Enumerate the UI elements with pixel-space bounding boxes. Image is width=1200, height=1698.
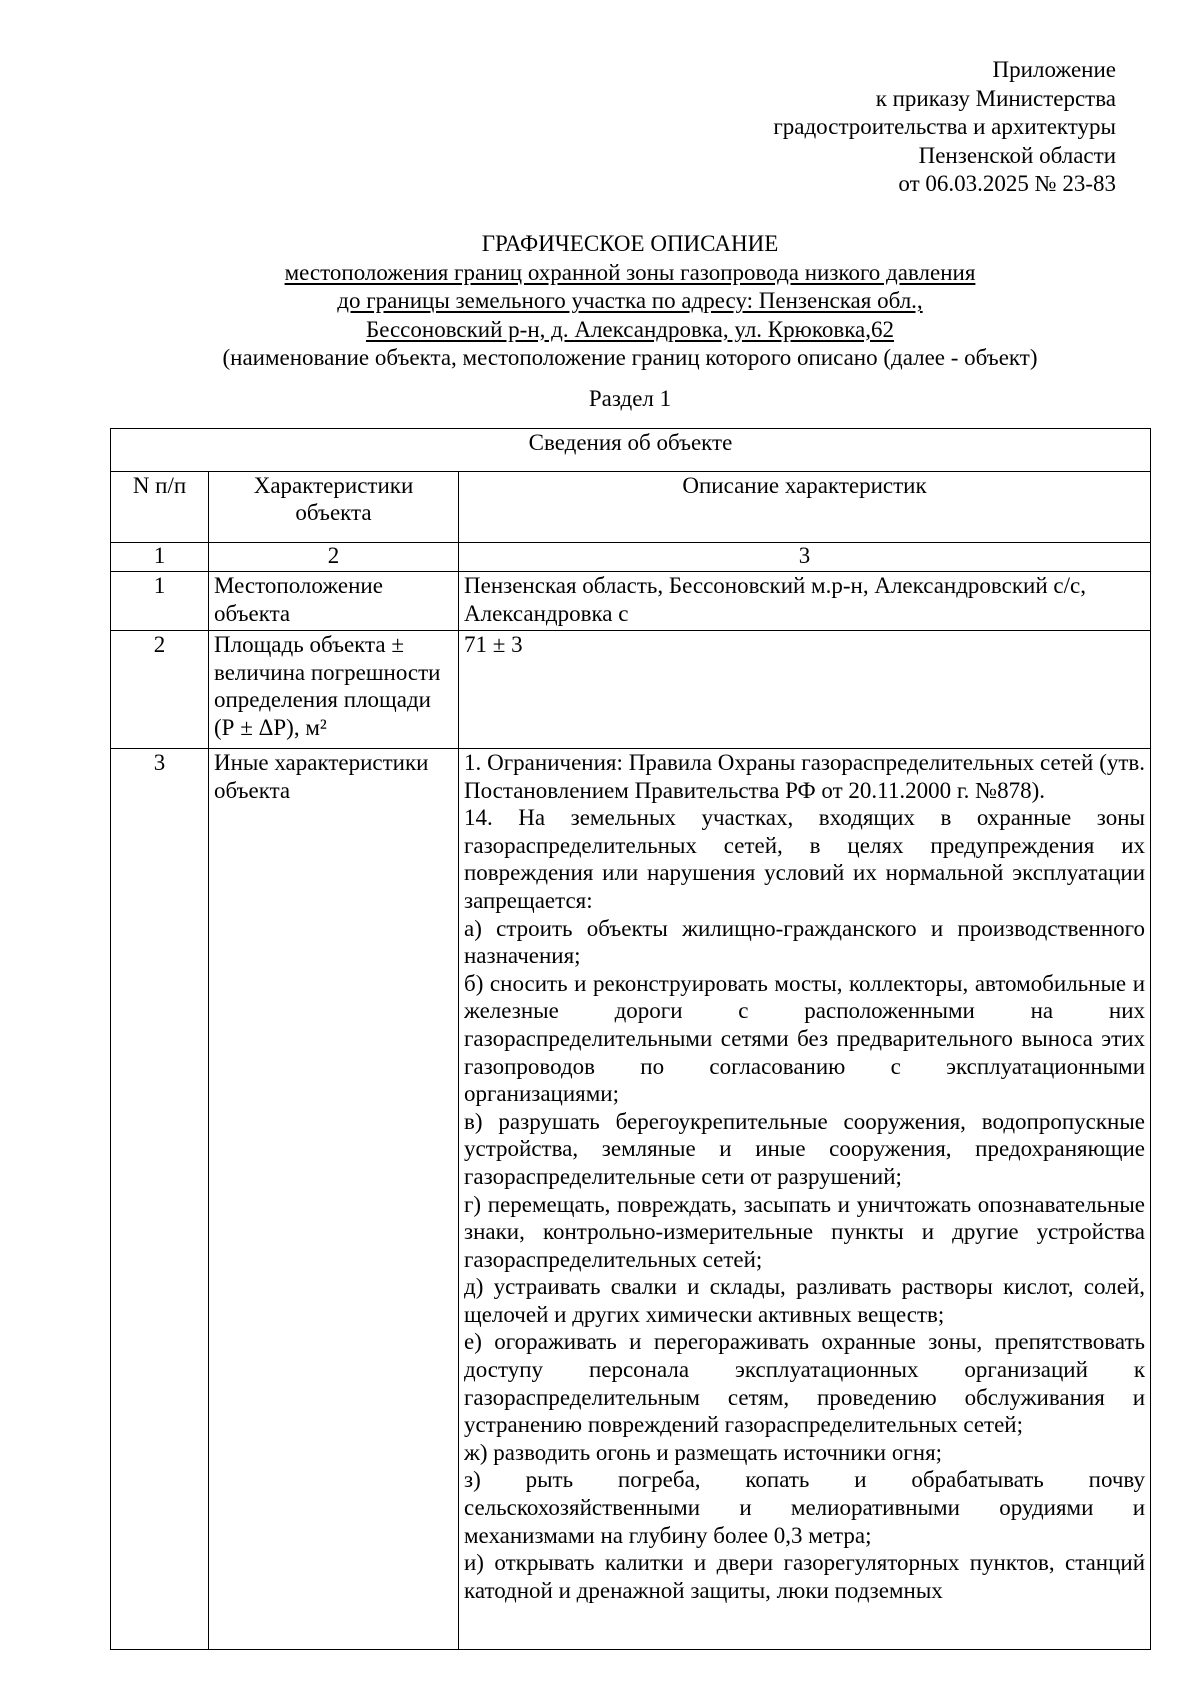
title-heading: ГРАФИЧЕСКОЕ ОПИСАНИЕ — [481, 231, 779, 256]
section-label: Раздел 1 — [588, 386, 672, 411]
document-title — [110, 230, 1150, 373]
row-number: 1 — [111, 572, 209, 631]
row-description: 71 ± 3 — [459, 631, 1151, 749]
title-object-line: Бессоновский р-н, д. Александровка, ул. Крюковка,62 — [365, 316, 894, 342]
title-caption: (наименование объекта, местоположение границ которого описано (далее - объект) — [222, 345, 1038, 370]
restriction-paragraph: 14. На земельных участках, входящих в охранные зоны газораспределительных сетей, в целях предупреждения их повреждения или нарушения условий их нормальной эксплуатации запрещается: — [464, 805, 1146, 913]
header-cell: Характеристики объекта — [209, 472, 459, 543]
appendix-line: Приложение — [992, 57, 1116, 82]
row-number: 3 — [111, 749, 209, 1650]
title-object-line: до границы земельного участка по адресу: Пензенская обл., — [337, 288, 923, 313]
row-description — [459, 749, 1151, 1650]
appendix-line: к приказу Министерства — [875, 85, 1116, 111]
header-cell: Описание характеристик — [459, 472, 1151, 543]
restriction-paragraph: б) сносить и реконструировать мосты, коллекторы, автомобильные и железные дороги с расположенными на них газораспределительными сетями без предварительного выноса этих газопроводов по согласованию с эксплуатационными организациями; — [464, 970, 1146, 1107]
column-number-row — [111, 543, 1151, 572]
restriction-paragraph: г) перемещать, повреждать, засыпать и уничтожать опознавательные знаки, контрольно-измерительные пункты и другие устройства газораспределительных сетей; — [464, 1191, 1146, 1272]
row-characteristic: Иные характеристики объекта — [209, 749, 459, 1650]
appendix-line: градостроительства и архитектуры — [773, 114, 1116, 139]
table-header-row — [111, 472, 1151, 543]
header-cell: N п/п — [111, 472, 209, 543]
appendix-line: от 06.03.2025 № 23-83 — [898, 171, 1116, 196]
table-caption-row — [111, 429, 1151, 472]
restriction-paragraph: з) рыть погреба, копать и обрабатывать почву сельскохозяйственными и мелиоративными орудиями и механизмами на глубину более 0,3 метра; — [464, 1467, 1146, 1548]
restriction-paragraph: в) разрушать берегоукрепительные сооружения, водопропускные устройства, земляные и иные сооружения, предохраняющие газораспределительные сети от разрушений; — [464, 1108, 1146, 1189]
restrictions-text — [464, 749, 1145, 1649]
row-characteristic: Площадь объекта ± величина погрешности определения площади (Р ± ΔР), м² — [209, 631, 459, 749]
restriction-paragraph: а) строить объекты жилищно-гражданского и производственного назначения; — [464, 915, 1146, 969]
appendix-line: Пензенской области — [918, 142, 1116, 168]
column-number: 1 — [111, 543, 209, 572]
column-number: 3 — [459, 543, 1151, 572]
title-object-line: местоположения границ охранной зоны газопровода низкого давления — [284, 259, 976, 285]
restriction-paragraph: д) устраивать свалки и склады, разливать растворы кислот, солей, щелочей и других химически активных веществ; — [464, 1274, 1146, 1327]
appendix-header — [616, 56, 1116, 199]
object-info-table — [110, 428, 1151, 1650]
restriction-paragraph: 1. Ограничения: Правила Охраны газораспределительных сетей (утв. Постановлением Правительства РФ от 20.11.2000 г. №878). — [464, 750, 1146, 803]
table-row — [111, 749, 1151, 1650]
column-number: 2 — [209, 543, 459, 572]
row-number: 2 — [111, 631, 209, 749]
row-description: Пензенская область, Бессоновский м.р-н, Александровский с/с, Александровка с — [459, 572, 1151, 631]
restriction-paragraph: ж) разводить огонь и размещать источники огня; — [464, 1439, 943, 1465]
restriction-paragraph: и) открывать калитки и двери газорегуляторных пунктов, станций катодной и дренажной защиты, люки подземных — [464, 1550, 1146, 1603]
table-row — [111, 631, 1151, 749]
row-characteristic: Местоположение объекта — [209, 572, 459, 631]
table-caption: Сведения об объекте — [111, 429, 1151, 472]
restriction-paragraph: е) огораживать и перегораживать охранные зоны, препятствовать доступу персонала эксплуатационных организаций к газораспределительным сетям, проведению обслуживания и устранению повреждений газораспределительных сетей; — [464, 1329, 1146, 1438]
table-row — [111, 572, 1151, 631]
